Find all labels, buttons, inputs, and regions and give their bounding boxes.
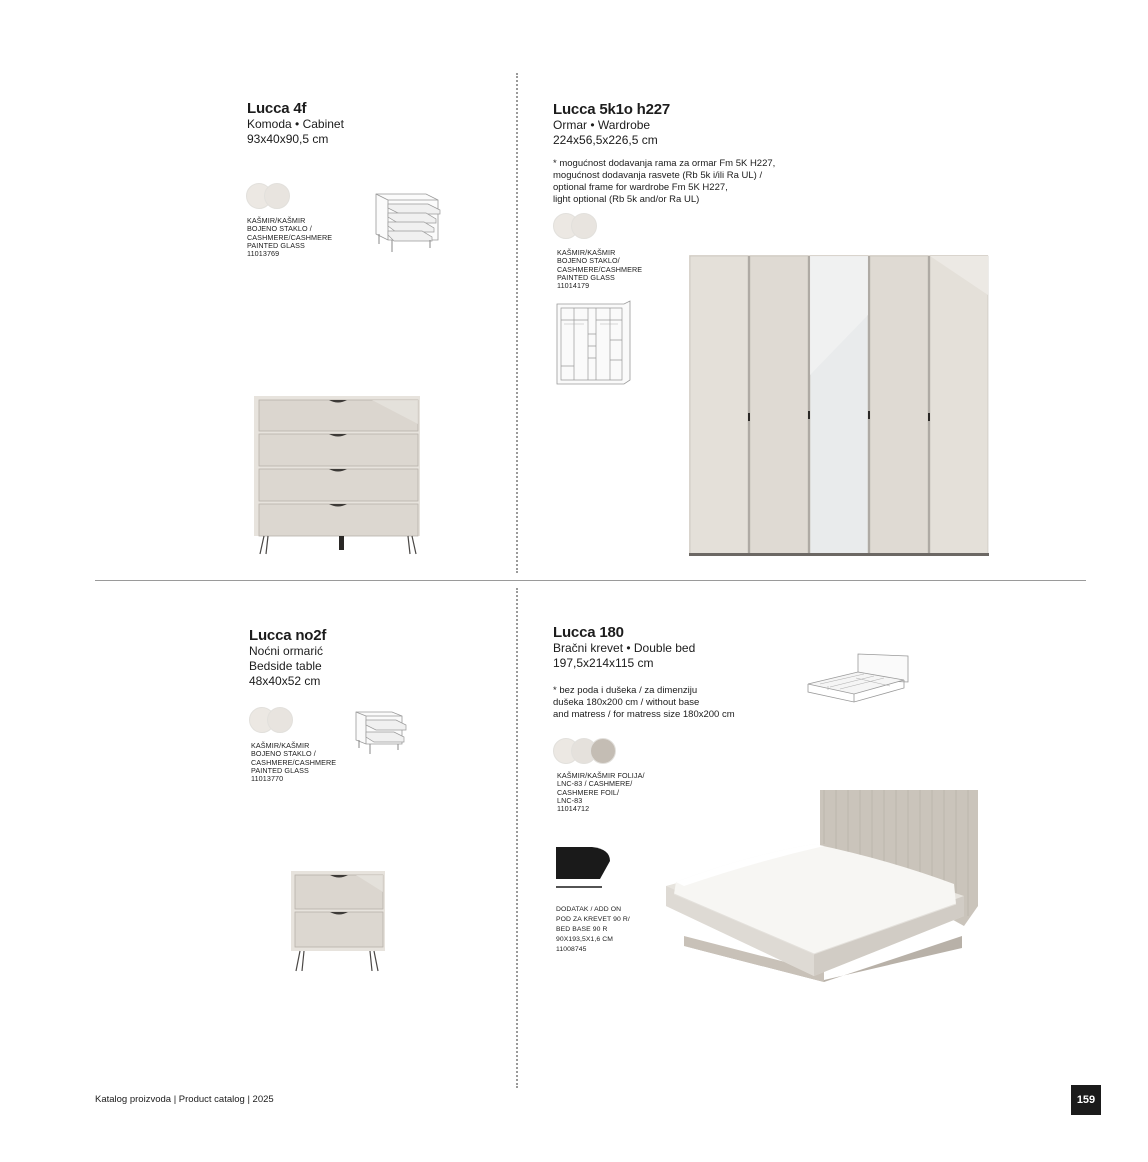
finish-label bbox=[557, 772, 645, 813]
product-dimensions: 197,5x214x115 cm bbox=[553, 656, 654, 670]
addon-line: 90X193,5X1,6 CM bbox=[556, 936, 614, 943]
finish-line: PAINTED GLASS bbox=[247, 240, 305, 250]
note-line: mogućnost dodavanja rasvete (Rb 5k i/ili Ra UL) / bbox=[553, 170, 763, 181]
finish-label bbox=[247, 217, 332, 258]
product-note bbox=[553, 158, 775, 206]
article-number: 11014179 bbox=[557, 281, 590, 291]
finish-line: BOJENO STAKLO / bbox=[247, 224, 312, 234]
product-dimensions: 48x40x52 cm bbox=[249, 674, 321, 688]
swatch-cashmere-glass bbox=[267, 707, 293, 733]
wardrobe-image bbox=[689, 255, 991, 557]
article-number: 11013770 bbox=[251, 774, 284, 784]
row-divider bbox=[95, 580, 1086, 581]
finish-line: PAINTED GLASS bbox=[557, 272, 615, 282]
finish-label bbox=[251, 742, 336, 783]
column-divider-bottom bbox=[516, 588, 518, 1088]
bedside-line-drawing bbox=[354, 708, 408, 758]
product-title: Lucca 4f bbox=[247, 100, 307, 117]
finish-line: KAŠMIR/KAŠMIR bbox=[247, 216, 306, 225]
product-type: Bračni krevet • Double bed bbox=[553, 641, 696, 655]
column-divider-top bbox=[516, 73, 518, 573]
product-type: Ormar • Wardrobe bbox=[553, 118, 651, 132]
product-type: Bedside table bbox=[249, 659, 322, 673]
swatch-cashmere-glass bbox=[571, 213, 597, 239]
note-line: and matress / for matress size 180x200 cm bbox=[553, 709, 735, 720]
finish-line: BOJENO STAKLO / bbox=[251, 749, 316, 759]
finish-line: KAŠMIR/KAŠMIR bbox=[251, 741, 310, 750]
wardrobe-line-drawing bbox=[556, 300, 632, 388]
bed-line-drawing bbox=[806, 652, 910, 708]
note-line: optional frame for wardrobe Fm 5K H227, bbox=[553, 182, 728, 193]
page-number: 159 bbox=[1071, 1085, 1101, 1115]
finish-line: CASHMERE/CASHMERE bbox=[557, 264, 643, 274]
addon-line: POD ZA KREVET 90 R/ bbox=[556, 916, 630, 923]
article-number: 11013769 bbox=[247, 249, 280, 259]
product-dimensions: 93x40x90,5 cm bbox=[247, 132, 329, 146]
catalog-footer: Katalog proizvoda | Product catalog | 2025 bbox=[95, 1094, 274, 1105]
product-title: Lucca 180 bbox=[553, 624, 624, 641]
swatch-lnc-83 bbox=[590, 738, 616, 764]
product-lucca-5k1o-header bbox=[553, 101, 670, 148]
finish-line: LNC-83 / CASHMERE/ bbox=[557, 779, 633, 789]
product-title: Lucca 5k1o h227 bbox=[553, 101, 671, 118]
bedside-table-image bbox=[290, 870, 386, 974]
product-type: Komoda • Cabinet bbox=[247, 117, 344, 131]
finish-line: KAŠMIR/KAŠMIR FOLIJA/ bbox=[557, 771, 645, 780]
product-type-local: Noćni ormarić bbox=[249, 644, 324, 658]
addon-label bbox=[556, 905, 630, 955]
product-note bbox=[553, 685, 735, 721]
product-lucca-180-header bbox=[553, 624, 695, 671]
finish-line: KAŠMIR/KAŠMIR bbox=[557, 248, 616, 257]
note-line: * mogućnost dodavanja rama za ormar Fm 5K H227, bbox=[553, 158, 776, 169]
cabinet-image bbox=[252, 394, 422, 560]
finish-line: LNC-83 bbox=[557, 795, 583, 805]
product-title: Lucca no2f bbox=[249, 627, 327, 644]
swatch-cashmere-glass bbox=[264, 183, 290, 209]
addon-line: BED BASE 90 R bbox=[556, 926, 608, 933]
addon-line: DODATAK / ADD ON bbox=[556, 906, 622, 913]
product-lucca-no2f-header bbox=[249, 627, 326, 689]
finish-line: BOJENO STAKLO/ bbox=[557, 256, 620, 266]
double-bed-image bbox=[664, 786, 980, 982]
finish-line: PAINTED GLASS bbox=[251, 765, 309, 775]
product-dimensions: 224x56,5x226,5 cm bbox=[553, 133, 658, 147]
product-lucca-4f-header bbox=[247, 100, 344, 147]
finish-line: CASHMERE/CASHMERE bbox=[251, 757, 337, 767]
article-number: 11014712 bbox=[557, 804, 590, 814]
finish-label bbox=[557, 249, 642, 290]
finish-line: CASHMERE/CASHMERE bbox=[247, 232, 333, 242]
finish-line: CASHMERE FOIL/ bbox=[557, 787, 620, 797]
note-line: light optional (Rb 5k and/or Ra UL) bbox=[553, 194, 700, 205]
article-number: 11008745 bbox=[556, 946, 587, 953]
bed-base-icon bbox=[554, 845, 614, 891]
cabinet-line-drawing bbox=[372, 190, 442, 256]
note-line: * bez poda i dušeka / za dimenziju bbox=[553, 685, 698, 696]
note-line: dušeka 180x200 cm / without base bbox=[553, 697, 700, 708]
